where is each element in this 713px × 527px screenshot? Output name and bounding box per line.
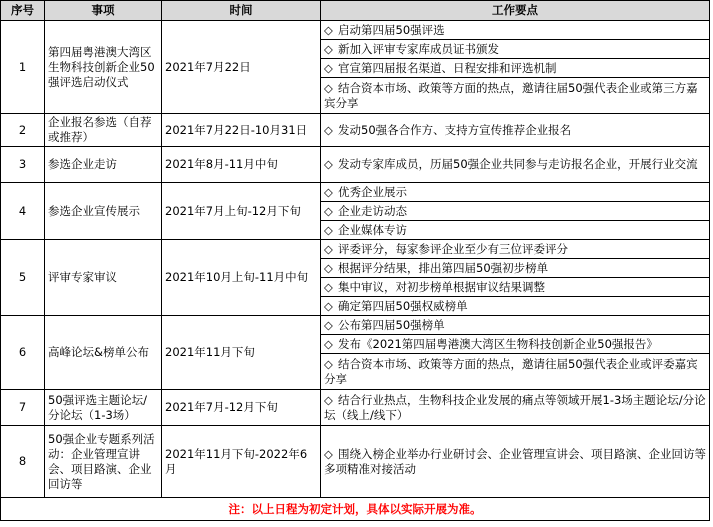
work-point-text: 新加入评审专家库成员证书颁发 bbox=[338, 41, 499, 56]
work-point bbox=[321, 335, 710, 354]
row-task: 企业报名参选（自荐或推荐） bbox=[45, 114, 162, 147]
work-point-text: 启动第四届50强评选 bbox=[338, 22, 445, 37]
work-point-text: 官宣第四届报名渠道、日程安排和评选机制 bbox=[338, 60, 557, 75]
row-number: 3 bbox=[1, 147, 45, 183]
row-task: 50强评选主题论坛/分论坛（1-3场） bbox=[45, 390, 162, 426]
diamond-bullet-icon: ◇ bbox=[324, 260, 333, 275]
work-point bbox=[321, 426, 710, 498]
diamond-bullet-icon: ◇ bbox=[324, 356, 333, 371]
work-point bbox=[321, 59, 710, 78]
row-number: 7 bbox=[1, 390, 45, 426]
header-time: 时间 bbox=[162, 1, 321, 21]
work-point bbox=[321, 78, 710, 114]
diamond-bullet-icon: ◇ bbox=[324, 298, 333, 313]
row-number: 5 bbox=[1, 240, 45, 316]
diamond-bullet-icon: ◇ bbox=[324, 317, 333, 332]
diamond-bullet-icon: ◇ bbox=[324, 122, 333, 137]
work-point bbox=[321, 114, 710, 147]
row-number: 2 bbox=[1, 114, 45, 147]
table-row bbox=[1, 316, 710, 335]
table-row bbox=[1, 426, 710, 498]
diamond-bullet-icon: ◇ bbox=[324, 446, 333, 461]
table-row bbox=[1, 147, 710, 183]
header-no: 序号 bbox=[1, 1, 45, 21]
diamond-bullet-icon: ◇ bbox=[324, 392, 333, 407]
row-time: 2021年8月-11月中旬 bbox=[162, 147, 321, 183]
diamond-bullet-icon: ◇ bbox=[324, 336, 333, 351]
work-point-text: 企业走访动态 bbox=[338, 203, 407, 218]
table-body bbox=[1, 21, 710, 521]
row-time: 2021年10月上旬-11月中旬 bbox=[162, 240, 321, 316]
work-point-text: 发动50强各合作方、支持方宣传推荐企业报名 bbox=[338, 122, 572, 137]
work-point bbox=[321, 390, 710, 426]
work-point-text: 结合行业热点，生物科技企业发展的痛点等领域开展1-3场主题论坛/分论坛（线上/线下） bbox=[324, 392, 706, 422]
header-points: 工作要点 bbox=[321, 1, 710, 21]
header-task: 事项 bbox=[45, 1, 162, 21]
diamond-bullet-icon: ◇ bbox=[324, 80, 333, 95]
row-time: 2021年11月下旬 bbox=[162, 316, 321, 390]
row-task: 参选企业走访 bbox=[45, 147, 162, 183]
work-point-text: 围绕入榜企业举办行业研讨会、企业管理宣讲会、项目路演、企业回访等多项精准对接活动 bbox=[324, 446, 706, 476]
diamond-bullet-icon: ◇ bbox=[324, 41, 333, 56]
row-number: 6 bbox=[1, 316, 45, 390]
work-point bbox=[321, 259, 710, 278]
note-row bbox=[1, 498, 710, 521]
work-point bbox=[321, 147, 710, 183]
table-row bbox=[1, 21, 710, 40]
work-point-text: 优秀企业展示 bbox=[338, 184, 407, 199]
work-point-text: 根据评分结果，排出第四届50强初步榜单 bbox=[338, 260, 549, 275]
work-point-text: 企业媒体专访 bbox=[338, 222, 407, 237]
schedule-note: 注：以上日程为初定计划，具体以实际开展为准。 bbox=[1, 498, 710, 521]
work-point bbox=[321, 221, 710, 240]
row-time: 2021年7月上旬-12月下旬 bbox=[162, 183, 321, 240]
work-point bbox=[321, 183, 710, 202]
row-task: 参选企业宣传展示 bbox=[45, 183, 162, 240]
diamond-bullet-icon: ◇ bbox=[324, 60, 333, 75]
row-number: 4 bbox=[1, 183, 45, 240]
diamond-bullet-icon: ◇ bbox=[324, 279, 333, 294]
row-time: 2021年7月22日-10月31日 bbox=[162, 114, 321, 147]
table-row bbox=[1, 183, 710, 202]
row-time: 2021年7月22日 bbox=[162, 21, 321, 114]
work-point bbox=[321, 278, 710, 297]
row-task: 评审专家审议 bbox=[45, 240, 162, 316]
diamond-bullet-icon: ◇ bbox=[324, 222, 333, 237]
work-point bbox=[321, 316, 710, 335]
row-task: 高峰论坛&榜单公布 bbox=[45, 316, 162, 390]
row-task: 50强企业专题系列活动：企业管理宣讲会、项目路演、企业回访等 bbox=[45, 426, 162, 498]
diamond-bullet-icon: ◇ bbox=[324, 22, 333, 37]
diamond-bullet-icon: ◇ bbox=[324, 184, 333, 199]
work-point bbox=[321, 240, 710, 259]
diamond-bullet-icon: ◇ bbox=[324, 241, 333, 256]
diamond-bullet-icon: ◇ bbox=[324, 157, 333, 171]
table-row bbox=[1, 240, 710, 259]
work-point-text: 确定第四届50强权威榜单 bbox=[338, 298, 468, 313]
work-point bbox=[321, 202, 710, 221]
row-number: 8 bbox=[1, 426, 45, 498]
work-point-text: 发动专家库成员，历届50强企业共同参与走访报名企业，开展行业交流 bbox=[338, 157, 698, 171]
diamond-bullet-icon: ◇ bbox=[324, 203, 333, 218]
work-point-text: 公布第四届50强榜单 bbox=[338, 317, 445, 332]
work-point-text: 发布《2021第四届粤港澳大湾区生物科技创新企业50强报告》 bbox=[338, 336, 658, 351]
table-row bbox=[1, 390, 710, 426]
work-point-text: 集中审议，对初步榜单根据审议结果调整 bbox=[338, 279, 545, 294]
work-point-text: 结合资本市场、政策等方面的热点，邀请往届50强代表企业或第三方嘉宾分享 bbox=[324, 80, 698, 110]
header-row bbox=[1, 1, 710, 21]
row-time: 2021年7月-12月下旬 bbox=[162, 390, 321, 426]
work-point bbox=[321, 21, 710, 40]
work-point bbox=[321, 40, 710, 59]
work-point bbox=[321, 354, 710, 390]
table-row bbox=[1, 114, 710, 147]
row-task: 第四届粤港澳大湾区生物科技创新企业50强评选启动仪式 bbox=[45, 21, 162, 114]
row-time: 2021年11月下旬-2022年6月 bbox=[162, 426, 321, 498]
row-number: 1 bbox=[1, 21, 45, 114]
work-point-text: 结合资本市场、政策等方面的热点，邀请往届50强代表企业或评委嘉宾分享 bbox=[324, 356, 698, 386]
work-point-text: 评委评分，每家参评企业至少有三位评委评分 bbox=[338, 241, 568, 256]
work-point bbox=[321, 297, 710, 316]
